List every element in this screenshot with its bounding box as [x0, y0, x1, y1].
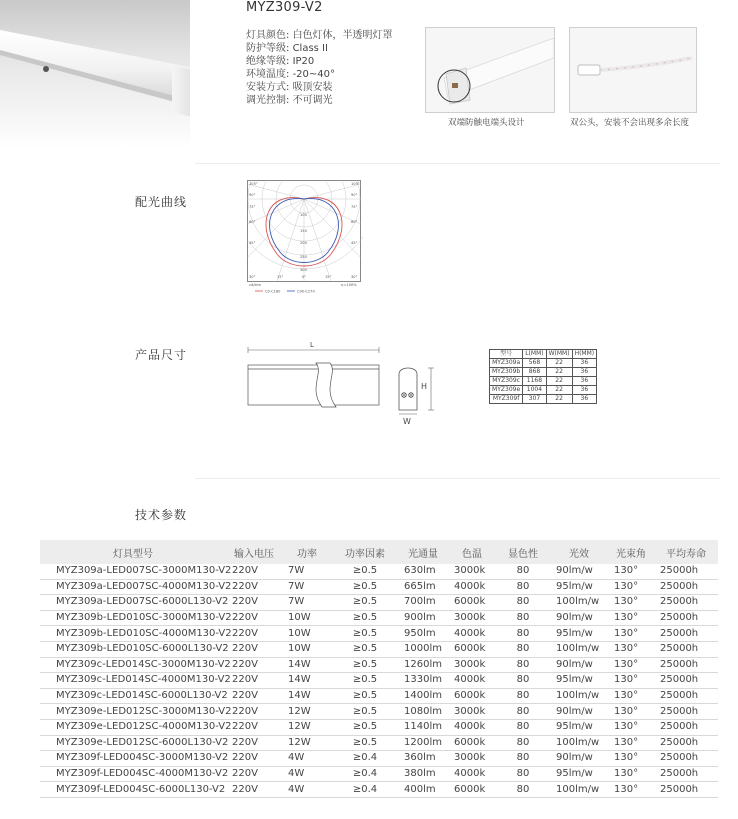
tech-table-cell: 80 — [496, 626, 550, 642]
tech-table-cell: 220V — [226, 719, 282, 735]
spec-dimming: 调光控制: 不可调光 — [246, 95, 333, 106]
size-table-header-cell: W(MM) — [546, 350, 572, 359]
tech-table-cell: 3000k — [448, 564, 496, 579]
tech-table-cell: 950lm — [398, 626, 448, 642]
tech-table-cell: 80 — [496, 719, 550, 735]
tech-table-header-cell: 输入电压 — [226, 540, 282, 564]
tech-table-model-cell: MYZ309c-LED014SC-3000M130-V2 — [40, 657, 226, 673]
tech-table-model-cell: MYZ309c-LED014SC-4000M130-V2 — [40, 673, 226, 689]
tech-table-cell: 25000h — [654, 626, 718, 642]
tech-table-header-cell: 显色性 — [496, 540, 550, 564]
tech-table-cell: 25000h — [654, 610, 718, 626]
tech-table-header-cell: 灯具型号 — [40, 540, 226, 564]
tech-table-cell: 130° — [608, 719, 654, 735]
svg-text:300: 300 — [300, 268, 307, 272]
tech-table-model-cell: MYZ309b-LED010SC-3000M130-V2 — [40, 610, 226, 626]
tech-table-cell: 4000k — [448, 579, 496, 595]
size-table-cell: 22 — [546, 395, 572, 404]
size-table-cell: 22 — [546, 377, 572, 386]
size-table-cell: 36 — [572, 368, 597, 377]
svg-text:cd/klm: cd/klm — [249, 283, 262, 287]
size-table-cell: MYZ309f — [490, 395, 523, 404]
svg-text:60°: 60° — [351, 220, 358, 224]
tech-table-cell: 3000k — [448, 657, 496, 673]
tech-table-cell: 80 — [496, 657, 550, 673]
svg-text:45°: 45° — [351, 241, 358, 245]
tech-table-cell: 360lm — [398, 751, 448, 767]
tech-table-cell: ≥0.5 — [332, 610, 398, 626]
tech-table-cell: 130° — [608, 610, 654, 626]
tech-table-cell: 220V — [226, 673, 282, 689]
tech-table-model-cell: MYZ309b-LED010SC-6000L130-V2 — [40, 641, 226, 657]
tech-table-cell: 130° — [608, 657, 654, 673]
tech-table-cell: 25000h — [654, 782, 718, 798]
tech-table-cell: 7W — [282, 564, 332, 579]
tech-table-cell: 95lm/w — [550, 673, 608, 689]
size-table-cell: 868 — [523, 368, 546, 377]
tech-table-cell: 1400lm — [398, 688, 448, 704]
tech-table-cell: 25000h — [654, 766, 718, 782]
svg-text:30°: 30° — [351, 275, 358, 279]
dim-label-length: L — [310, 341, 314, 349]
tech-table-cell: 25000h — [654, 688, 718, 704]
tech-table-cell: 90lm/w — [550, 657, 608, 673]
tech-table-cell: 130° — [608, 673, 654, 689]
tech-table-cell: 7W — [282, 579, 332, 595]
tech-table-cell: 220V — [226, 735, 282, 751]
tech-table-cell: 220V — [226, 688, 282, 704]
tech-table-cell: 6000k — [448, 782, 496, 798]
tech-table-cell: ≥0.5 — [332, 657, 398, 673]
svg-text:90°: 90° — [351, 193, 358, 197]
tech-table-header-cell: 功率因素 — [332, 540, 398, 564]
led-tube-illustration — [0, 0, 190, 148]
tech-table-cell: 80 — [496, 595, 550, 611]
tech-table-cell: ≥0.5 — [332, 704, 398, 720]
tech-table-cell: 10W — [282, 626, 332, 642]
tech-table-cell: 80 — [496, 782, 550, 798]
size-table-cell: 36 — [572, 377, 597, 386]
size-table-cell: MYZ309b — [490, 368, 523, 377]
tech-table-cell: 12W — [282, 719, 332, 735]
section-title-tech-params: 技术参数 — [135, 508, 188, 522]
section-title-light-curve: 配光曲线 — [135, 195, 188, 209]
tech-table-header-cell: 光通量 — [398, 540, 448, 564]
tech-table-cell: ≥0.5 — [332, 673, 398, 689]
tech-table-cell: 95lm/w — [550, 579, 608, 595]
spec-insulation: 绝缘等级: IP20 — [246, 56, 315, 67]
tech-table-cell: 1260lm — [398, 657, 448, 673]
tech-table-model-cell: MYZ309e-LED012SC-3000M130-V2 — [40, 704, 226, 720]
tech-table-cell: ≥0.5 — [332, 735, 398, 751]
tech-table-cell: 25000h — [654, 704, 718, 720]
tech-table-row — [40, 766, 718, 782]
tech-table-cell: 380lm — [398, 766, 448, 782]
tech-table-cell: 100lm/w — [550, 595, 608, 611]
svg-text:100: 100 — [300, 213, 307, 217]
feature-caption-connector: 双公头，安装不会出现多余长度 — [570, 118, 690, 128]
tech-table-model-cell: MYZ309a-LED007SC-3000M130-V2 — [40, 564, 226, 579]
tech-table-cell: 6000k — [448, 735, 496, 751]
size-table-cell: MYZ309a — [490, 359, 523, 368]
tech-table-cell: 95lm/w — [550, 626, 608, 642]
tech-table-cell: 220V — [226, 579, 282, 595]
svg-text:η=100%: η=100% — [341, 283, 357, 287]
tech-table-cell: ≥0.5 — [332, 688, 398, 704]
tech-table-cell: 4000k — [448, 626, 496, 642]
tech-table-model-cell: MYZ309a-LED007SC-6000L130-V2 — [40, 595, 226, 611]
tech-table-cell: 220V — [226, 610, 282, 626]
svg-text:60°: 60° — [249, 220, 256, 224]
tech-table-cell: 130° — [608, 595, 654, 611]
svg-text:75°: 75° — [249, 205, 256, 209]
tech-table-cell: 80 — [496, 735, 550, 751]
tech-table-cell: ≥0.5 — [332, 595, 398, 611]
tech-table-cell: 100lm/w — [550, 782, 608, 798]
tech-table-cell: 130° — [608, 735, 654, 751]
tech-table-cell: 6000k — [448, 688, 496, 704]
tech-table-cell: 4000k — [448, 673, 496, 689]
tech-table-cell: 220V — [226, 657, 282, 673]
tech-table-cell: 80 — [496, 673, 550, 689]
end-cap-illustration — [426, 28, 554, 112]
size-table-cell: 36 — [572, 395, 597, 404]
tech-table-cell: 700lm — [398, 595, 448, 611]
tech-table-cell: 10W — [282, 641, 332, 657]
svg-text:45°: 45° — [249, 241, 256, 245]
spec-color: 灯具颜色: 白色灯体，半透明灯罩 — [246, 30, 393, 41]
svg-text:C90-C270: C90-C270 — [297, 289, 315, 294]
feature-image-end-cap — [425, 27, 555, 113]
tech-table-cell: 14W — [282, 673, 332, 689]
tech-table-cell: 220V — [226, 704, 282, 720]
tech-table-model-cell: MYZ309a-LED007SC-4000M130-V2 — [40, 579, 226, 595]
size-table-row — [490, 377, 597, 386]
tech-table-cell: 220V — [226, 626, 282, 642]
feature-caption-end-cap: 双端防触电端头设计 — [448, 118, 525, 128]
tech-table-cell: 80 — [496, 704, 550, 720]
svg-text:15°: 15° — [325, 275, 332, 279]
tech-table-cell: 25000h — [654, 751, 718, 767]
size-table-cell: 568 — [523, 359, 546, 368]
tech-table-cell: 95lm/w — [550, 719, 608, 735]
tech-table-cell: 12W — [282, 735, 332, 751]
tech-table-header — [40, 540, 718, 564]
tech-table-cell: 80 — [496, 751, 550, 767]
tech-table-cell: 130° — [608, 626, 654, 642]
tech-table-cell: 400lm — [398, 782, 448, 798]
tech-table-cell: 1330lm — [398, 673, 448, 689]
tech-table-cell: ≥0.5 — [332, 719, 398, 735]
tech-table-cell: 25000h — [654, 673, 718, 689]
tech-table-cell: 6000k — [448, 595, 496, 611]
size-table-body — [490, 359, 597, 404]
tech-table-cell: 3000k — [448, 610, 496, 626]
svg-text:90°: 90° — [249, 193, 256, 197]
tech-table-cell: 90lm/w — [550, 564, 608, 579]
svg-text:75°: 75° — [351, 205, 358, 209]
tech-table-body — [40, 564, 718, 797]
tech-table-row — [40, 579, 718, 595]
tech-table-cell: 90lm/w — [550, 704, 608, 720]
tech-table-cell: 3000k — [448, 704, 496, 720]
tech-table-cell: 25000h — [654, 579, 718, 595]
tech-table-cell: 100lm/w — [550, 688, 608, 704]
size-table-cell: 1168 — [523, 377, 546, 386]
tech-table-cell: 130° — [608, 688, 654, 704]
tech-table-row — [40, 688, 718, 704]
tech-table-header-cell: 光束角 — [608, 540, 654, 564]
size-table-row — [490, 359, 597, 368]
tech-table-cell: 220V — [226, 595, 282, 611]
tech-table-cell: ≥0.5 — [332, 564, 398, 579]
tech-table-cell: 100lm/w — [550, 641, 608, 657]
svg-text:30°: 30° — [249, 275, 256, 279]
tech-table-cell: ≥0.5 — [332, 641, 398, 657]
tech-table-cell: 80 — [496, 610, 550, 626]
tech-table-cell: 130° — [608, 579, 654, 595]
svg-text:0°: 0° — [302, 275, 307, 279]
svg-text:15°: 15° — [277, 275, 284, 279]
size-table-row — [490, 368, 597, 377]
tech-table-cell: ≥0.5 — [332, 579, 398, 595]
feature-image-connector — [569, 27, 697, 113]
tech-table-model-cell: MYZ309c-LED014SC-6000L130-V2 — [40, 688, 226, 704]
tech-table-cell: 130° — [608, 641, 654, 657]
spec-ambient-temp: 环境温度: -20~40° — [246, 69, 335, 80]
tech-table-cell: ≥0.4 — [332, 751, 398, 767]
size-table-cell: 36 — [572, 386, 597, 395]
tech-table-cell: 130° — [608, 751, 654, 767]
svg-text:105°: 105° — [351, 182, 360, 186]
tech-table-cell: 130° — [608, 564, 654, 579]
tech-table-header-cell: 功率 — [282, 540, 332, 564]
tech-table-cell: 220V — [226, 751, 282, 767]
tech-table-cell: ≥0.4 — [332, 782, 398, 798]
tech-table-cell: 130° — [608, 704, 654, 720]
tech-table-cell: 4W — [282, 766, 332, 782]
tech-table-cell: 4000k — [448, 766, 496, 782]
dim-label-width: W — [403, 417, 411, 426]
size-table-row — [490, 386, 597, 395]
tech-table-cell: 665lm — [398, 579, 448, 595]
size-table-row — [490, 395, 597, 404]
tech-table-cell: 25000h — [654, 564, 718, 579]
size-table-header-cell: 型号 — [490, 350, 523, 359]
connector-cable-illustration — [570, 28, 696, 112]
divider — [195, 478, 720, 479]
tech-table-row — [40, 719, 718, 735]
tech-table-cell: 80 — [496, 641, 550, 657]
tech-table-row — [40, 704, 718, 720]
tech-table-model-cell: MYZ309b-LED010SC-4000M130-V2 — [40, 626, 226, 642]
tech-table-row — [40, 673, 718, 689]
size-table-cell: 36 — [572, 359, 597, 368]
product-hero-image — [0, 0, 190, 148]
tech-table-cell: 25000h — [654, 641, 718, 657]
tech-table-model-cell: MYZ309e-LED012SC-6000L130-V2 — [40, 735, 226, 751]
tech-table-cell: 130° — [608, 782, 654, 798]
tech-table-cell: 3000k — [448, 751, 496, 767]
tech-table-cell: 80 — [496, 766, 550, 782]
dim-label-height: H — [421, 382, 428, 391]
size-table-cell: 22 — [546, 359, 572, 368]
tech-table-row — [40, 782, 718, 798]
tech-table-cell: 90lm/w — [550, 610, 608, 626]
tech-table-cell: 630lm — [398, 564, 448, 579]
size-table-cell: 22 — [546, 368, 572, 377]
dimension-drawing-end — [393, 360, 443, 428]
tech-table-model-cell: MYZ309e-LED012SC-4000M130-V2 — [40, 719, 226, 735]
tech-table-cell: 130° — [608, 766, 654, 782]
tech-table-cell: 95lm/w — [550, 766, 608, 782]
tech-table-cell: 1140lm — [398, 719, 448, 735]
tech-table-cell: 25000h — [654, 719, 718, 735]
tech-table-header-cell: 平均寿命 — [654, 540, 718, 564]
tech-table-cell: 10W — [282, 610, 332, 626]
polar-light-distribution-chart — [247, 180, 363, 298]
size-table-cell: 1004 — [523, 386, 546, 395]
tech-table-cell: 1080lm — [398, 704, 448, 720]
tech-table-cell: 12W — [282, 704, 332, 720]
size-table-cell: 22 — [546, 386, 572, 395]
svg-text:150: 150 — [300, 229, 307, 233]
tech-table-cell: 6000k — [448, 641, 496, 657]
tech-table-row — [40, 626, 718, 642]
svg-text:250: 250 — [300, 255, 307, 259]
tech-params-table — [40, 540, 718, 798]
size-table-cell: MYZ309c — [490, 377, 523, 386]
svg-text:200: 200 — [300, 241, 307, 245]
tech-table-cell: 4W — [282, 751, 332, 767]
size-table-header-cell: L(MM) — [523, 350, 546, 359]
tech-table-cell: 80 — [496, 688, 550, 704]
tech-table-cell: ≥0.4 — [332, 766, 398, 782]
size-table — [489, 349, 597, 404]
tech-table-cell: 1000lm — [398, 641, 448, 657]
tech-table-cell: 90lm/w — [550, 751, 608, 767]
dimension-drawing-side — [244, 338, 384, 410]
tech-table-header-cell: 色温 — [448, 540, 496, 564]
size-table-header — [490, 350, 597, 359]
size-table-cell: MYZ309e — [490, 386, 523, 395]
tech-table-header-cell: 光效 — [550, 540, 608, 564]
tech-table-cell: 7W — [282, 595, 332, 611]
size-table-header-cell: H(MM) — [572, 350, 597, 359]
divider — [195, 163, 720, 164]
tech-table-cell: 100lm/w — [550, 735, 608, 751]
tech-table-cell: 220V — [226, 641, 282, 657]
tech-table-cell: 220V — [226, 766, 282, 782]
tech-table-cell: 14W — [282, 688, 332, 704]
section-title-dimensions: 产品尺寸 — [135, 348, 188, 362]
tech-table-cell: 1200lm — [398, 735, 448, 751]
tech-table-cell: 14W — [282, 657, 332, 673]
tech-table-cell: 220V — [226, 564, 282, 579]
tech-table-cell: 4000k — [448, 719, 496, 735]
tech-table-row — [40, 735, 718, 751]
tech-table-cell: 900lm — [398, 610, 448, 626]
svg-text:C0-C180: C0-C180 — [265, 289, 281, 294]
tech-table-cell: 25000h — [654, 657, 718, 673]
product-model: MYZ309-V2 — [246, 0, 323, 15]
tech-table-cell: 25000h — [654, 735, 718, 751]
tech-table-row — [40, 595, 718, 611]
tech-table-cell: 80 — [496, 564, 550, 579]
tech-table-cell: 25000h — [654, 595, 718, 611]
tech-table-cell: 80 — [496, 579, 550, 595]
tech-table-model-cell: MYZ309f-LED004SC-6000L130-V2 — [40, 782, 226, 798]
tech-table-row — [40, 657, 718, 673]
spec-protection: 防护等级: Class II — [246, 43, 328, 54]
tech-table-row — [40, 564, 718, 579]
size-table-cell: 307 — [523, 395, 546, 404]
tech-table-row — [40, 751, 718, 767]
tech-table-cell: 220V — [226, 782, 282, 798]
spec-installation: 安装方式: 吸顶安装 — [246, 82, 333, 93]
tech-table-row — [40, 641, 718, 657]
svg-text:105°: 105° — [249, 182, 258, 186]
tech-table-model-cell: MYZ309f-LED004SC-3000M130-V2 — [40, 751, 226, 767]
tech-table-cell: ≥0.5 — [332, 626, 398, 642]
tech-table-row — [40, 610, 718, 626]
tech-table-cell: 4W — [282, 782, 332, 798]
tech-table-model-cell: MYZ309f-LED004SC-4000M130-V2 — [40, 766, 226, 782]
